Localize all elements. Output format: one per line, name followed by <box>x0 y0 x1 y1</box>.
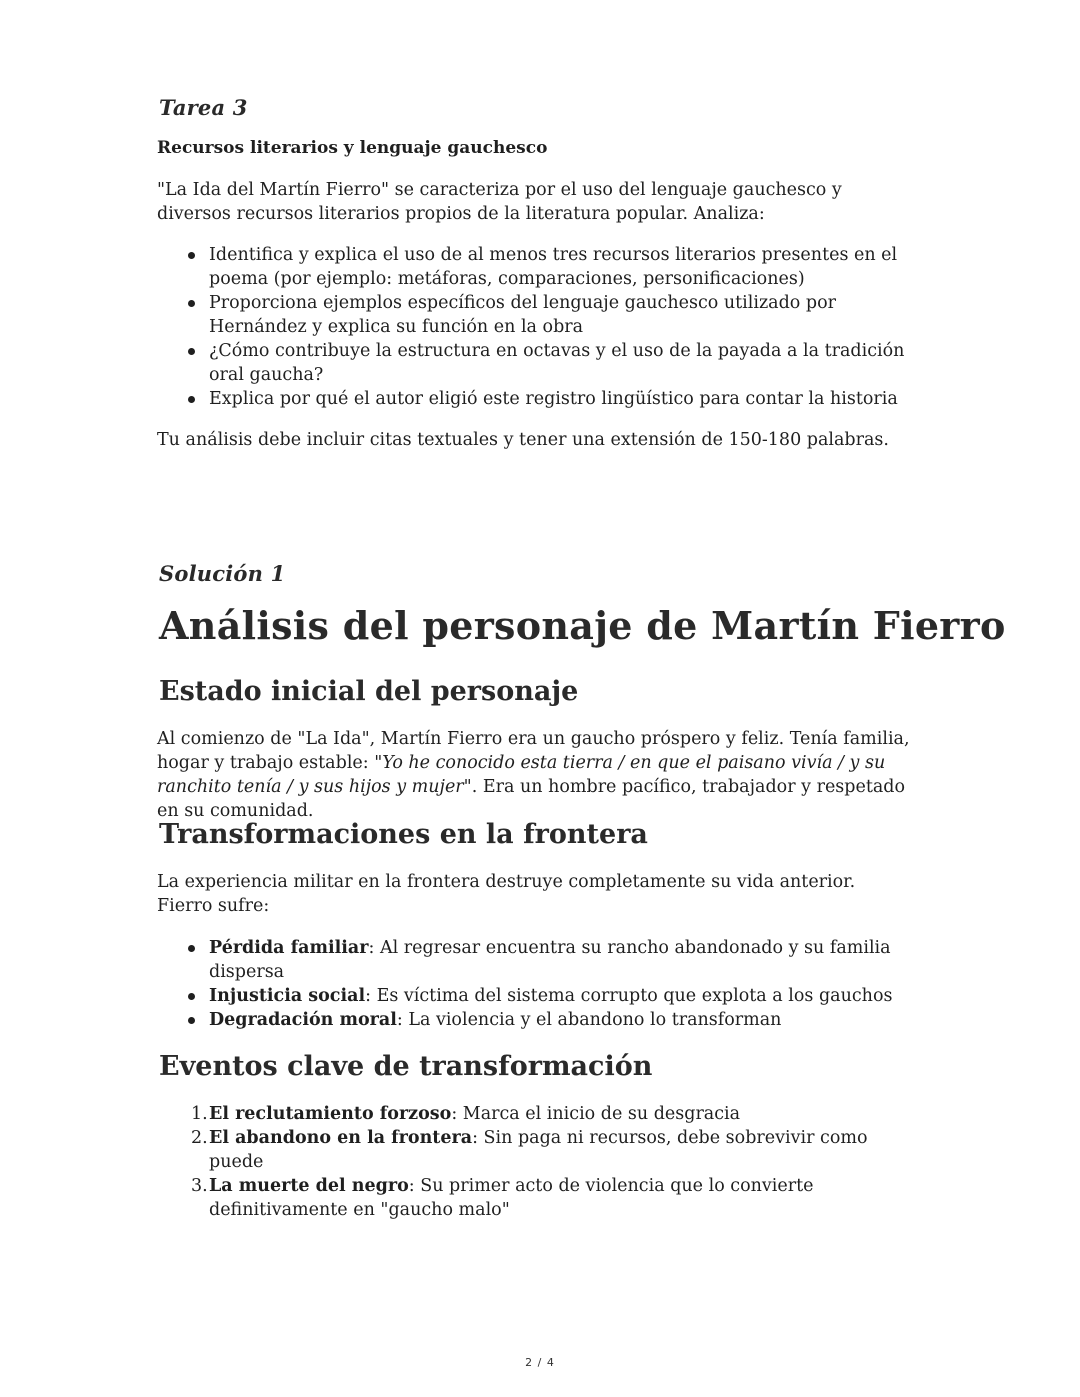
list-item-term: Pérdida familiar <box>209 938 369 958</box>
list-item <box>157 1126 927 1174</box>
list-item-number: 3. <box>191 1176 208 1196</box>
list-item-number: 2. <box>191 1128 208 1148</box>
list-item <box>157 984 927 1008</box>
heading-key-events: Eventos clave de transformación <box>159 1051 653 1082</box>
list-item-term: Injusticia social <box>209 986 366 1006</box>
initial-state-quote: "Yo he conocido esta tierra / en que el paisano vivía / y su ranchito tenía / y sus hijos y mujer" <box>157 753 886 797</box>
task-closing: Tu análisis debe incluir citas textuales y tener una extensión de 150-180 palabras. <box>157 430 889 450</box>
initial-state-text: Al comienzo de "La Ida", Martín Fierro era un gaucho próspero y feliz. Tenía familia, hogar y trabajo estable: <box>157 729 910 773</box>
list-item-text: : La violencia y el abandono lo transforman <box>396 1010 782 1030</box>
initial-state-paragraph <box>157 727 917 823</box>
list-item: Explica por qué el autor eligió este registro lingüístico para contar la historia <box>157 387 927 411</box>
list-item-text: : Su primer acto de violencia que lo convierte definitivamente en "gaucho malo" <box>209 1176 814 1220</box>
list-item-text: : Al regresar encuentra su rancho abandonado y su familia dispersa <box>209 938 891 982</box>
frontier-intro: La experiencia militar en la frontera destruye completamente su vida anterior. Fierro sufre: <box>157 872 856 916</box>
list-item: Identifica y explica el uso de al menos tres recursos literarios presentes en el poema (por ejemplo: metáforas, comparaciones, personificaciones) <box>157 243 927 291</box>
initial-state-text-end: . Era un hombre pacífico, trabajador y respetado en su comunidad. <box>157 777 906 821</box>
list-item: ¿Cómo contribuye la estructura en octavas y el uso de la payada a la tradición oral gaucha? <box>157 339 927 387</box>
frontier-bullet-list <box>157 936 927 1032</box>
list-item: Proporciona ejemplos específicos del lenguaje gauchesco utilizado por Hernández y explica su función en la obra <box>157 291 927 339</box>
heading-frontier: Transformaciones en la frontera <box>159 819 648 850</box>
list-item-term: Degradación moral <box>209 1010 397 1030</box>
page-indicator: 2 / 4 <box>525 1356 555 1369</box>
list-item <box>157 1102 927 1126</box>
task-bullet-list <box>157 243 927 411</box>
key-events-list <box>157 1102 927 1222</box>
list-item-number: 1. <box>191 1104 208 1124</box>
task-intro: "La Ida del Martín Fierro" se caracteriza por el uso del lenguaje gauchesco y diversos recursos literarios propios de la literatura popular. Analiza: <box>157 180 842 224</box>
heading-initial-state: Estado inicial del personaje <box>159 676 579 707</box>
list-item-text: : Es víctima del sistema corrupto que explota a los gauchos <box>365 986 893 1006</box>
list-item <box>157 1174 927 1222</box>
task-label: Tarea 3 <box>159 95 248 120</box>
list-item <box>157 936 927 984</box>
list-item-text: : Marca el inicio de su desgracia <box>451 1104 741 1124</box>
list-item-term: El reclutamiento forzoso <box>209 1104 452 1124</box>
task-subtitle: Recursos literarios y lenguaje gauchesco <box>157 138 548 158</box>
solution-label: Solución 1 <box>159 561 286 586</box>
list-item <box>157 1008 927 1032</box>
list-item-term: El abandono en la frontera <box>209 1128 473 1148</box>
page-title: Análisis del personaje de Martín Fierro <box>159 603 1006 648</box>
list-item-term: La muerte del negro <box>209 1176 409 1196</box>
list-item-text: : Sin paga ni recursos, debe sobrevivir como puede <box>209 1128 868 1172</box>
